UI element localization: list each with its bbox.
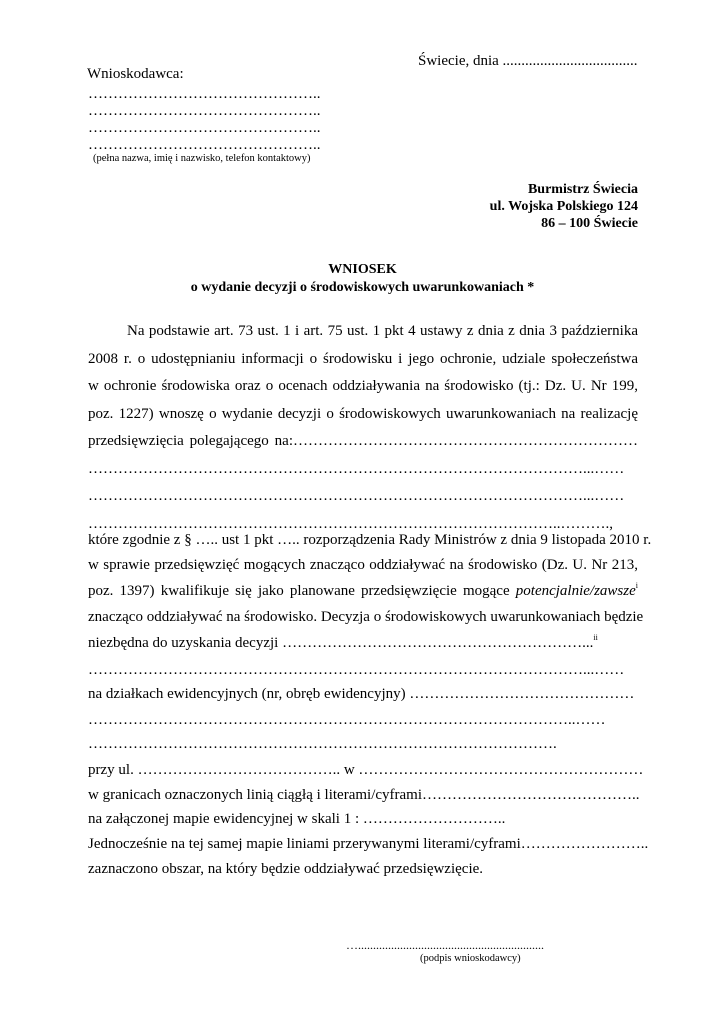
body-line-11-text: poz. 1397) kwalifikuje się jako planowane przedsięwzięcie mogące — [88, 583, 510, 599]
addressee-name: Burmistrz Świecia — [527, 182, 638, 197]
signature-caption: (podpis wnioskodawcy) — [420, 953, 521, 964]
body-line-10: w sprawie przedsięwzięć mogących znacząco oddziaływać na środowisko (Dz. U. Nr 213, — [88, 557, 638, 573]
addressee-street: ul. Wojska Polskiego 124 — [489, 199, 638, 214]
body-line-7: ………………………………………………………………………………………...…… — [88, 488, 625, 504]
place-and-date: Świecie, dnia .................................... — [418, 53, 638, 69]
body-line-5: przedsięwzięcia polegającego na:…………………………………………………………… — [88, 433, 638, 449]
applicant-hint: (pełna nazwa, imię i nazwisko, telefon kontaktowy) — [93, 153, 311, 164]
body-line-8: …………………………………………………………………………………..………., — [88, 516, 613, 532]
body-line-11-italic: potencjalnie/zawsze — [515, 583, 636, 599]
body-line-13-text: niezbędna do uzyskania decyzji ……………………………………………………... — [88, 635, 594, 651]
signature-line: ….............................................................. — [346, 938, 544, 952]
body-line-9: które zgodnie z § ….. ust 1 pkt ….. rozporządzenia Rady Ministrów z dnia 9 listopada 2010 r. — [88, 532, 652, 548]
body-line-19: w granicach oznaczonych linią ciągłą i literami/cyframi…………………………………….. — [88, 787, 640, 803]
body-line-11 — [88, 583, 638, 600]
body-line-21: Jednocześnie na tej samej mapie liniami przerywanymi literami/cyframi…………………….. — [88, 836, 649, 852]
body-line-16: ……………………………………………………………………………………..…… — [88, 712, 606, 728]
footnote-ref-ii: ii — [593, 633, 598, 642]
body-line-18: przy ul. ………………………………….. w ………………………………………………… — [88, 762, 644, 778]
body-line-2: 2008 r. o udostępnianiu informacji o środowisku i jego ochronie, udziale społeczeństwa — [88, 351, 638, 367]
body-line-12: znacząco oddziaływać na środowisko. Decyzja o środowiskowych uwarunkowaniach będzie — [88, 609, 644, 625]
body-line-3: w ochronie środowiska oraz o ocenach oddziaływania na środowisko (tj.: Dz. U. Nr 199, — [88, 378, 638, 394]
document-subtitle: o wydanie decyzji o środowiskowych uwarunkowaniach * — [190, 280, 535, 295]
body-line-1: Na podstawie art. 73 ust. 1 i art. 75 ust. 1 pkt 4 ustawy z dnia z dnia 3 października — [127, 323, 638, 339]
applicant-line-1: ……………………………………….. — [88, 86, 321, 102]
applicant-line-4: ……………………………………….. — [88, 137, 321, 153]
applicant-line-3: ……………………………………….. — [88, 120, 321, 136]
body-line-22: zaznaczono obszar, na który będzie oddziaływać przedsięwzięcie. — [88, 861, 484, 877]
body-line-20: na załączonej mapie ewidencyjnej w skali 1 : ……………………….. — [88, 811, 506, 827]
body-line-15: na działkach ewidencyjnych (nr, obręb ewidencyjny) ……………………………………… — [88, 686, 635, 702]
body-line-14: ………………………………………………………………………………………...…… — [88, 662, 625, 678]
footnote-ref-i: i — [635, 581, 639, 590]
body-line-6: ………………………………………………………………………………………...…… — [88, 461, 625, 477]
body-line-17: …………………………………………………………………………………. — [88, 736, 557, 752]
addressee-postal-city: 86 – 100 Świecie — [541, 216, 638, 231]
document-title: WNIOSEK — [328, 262, 397, 277]
applicant-label: Wnioskodawca: — [87, 66, 184, 82]
body-line-13 — [88, 635, 598, 652]
body-line-4: poz. 1227) wnoszę o wydanie decyzji o środowiskowych uwarunkowaniach na realizację — [88, 406, 638, 422]
applicant-line-2: ……………………………………….. — [88, 103, 321, 119]
